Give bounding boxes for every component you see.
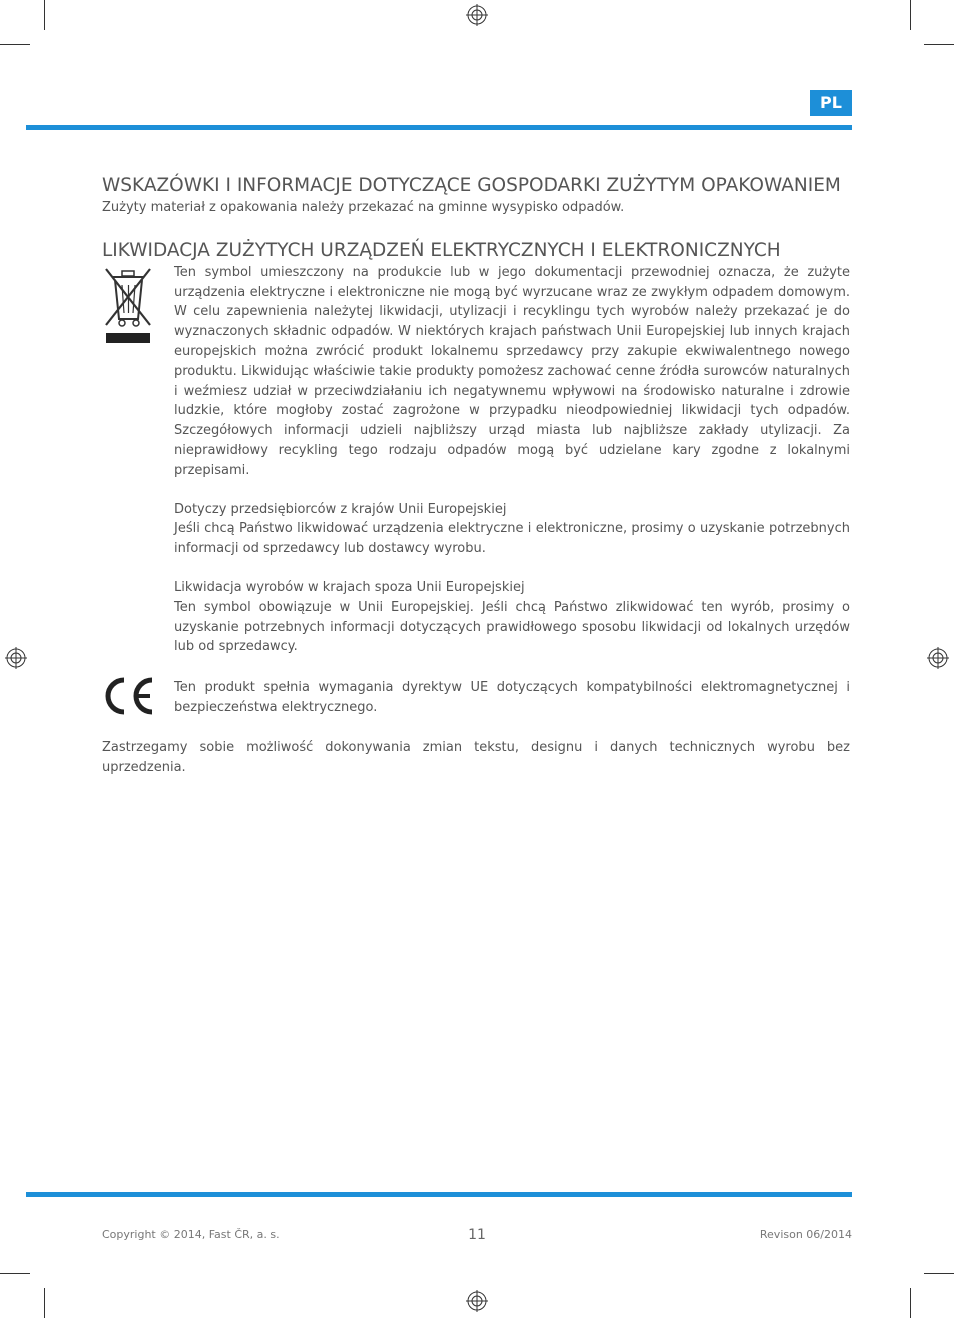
crop-mark: [44, 1288, 45, 1318]
weee-block: [102, 263, 850, 657]
weee-crossed-bin-icon: [102, 263, 154, 345]
non-eu-title: Likwidacja wyrobów w krajach spoza Unii Europejskiej: [174, 579, 525, 595]
registration-mark-icon: [927, 647, 949, 669]
copyright: Copyright © 2014, Fast ČR, a. s.: [102, 1228, 280, 1241]
footer-rule: [26, 1192, 852, 1197]
crop-mark: [910, 1288, 911, 1318]
ce-text: Ten produkt spełnia wymagania dyrektyw UE dotyczących kompatybilności elektromagnetycznej i bezpieczeństwa elektrycznego.: [174, 680, 850, 716]
eu-business-title: Dotyczy przedsiębiorców z krajów Unii Europejskiej: [174, 501, 507, 517]
registration-mark-icon: [466, 4, 488, 26]
crop-mark: [910, 0, 911, 30]
page-number: 11: [468, 1227, 486, 1243]
crop-mark: [44, 0, 45, 30]
ce-mark-icon: [102, 676, 156, 716]
crop-mark: [924, 1273, 954, 1274]
crop-mark: [924, 44, 954, 45]
header-rule: [26, 125, 852, 130]
revision: Revison 06/2014: [759, 1228, 852, 1241]
eu-business-text: Jeśli chcą Państwo likwidować urządzenia elektryczne i elektroniczne, prosimy o uzyskanie potrzebnych informacji od sprzedawcy lub dostawcy wyrobu.: [174, 521, 850, 557]
section-title-weee: LIKWIDACJA ZUŻYTYCH URZĄDZEŃ ELEKTRYCZNYCH I ELEKTRONICZNYCH: [102, 239, 781, 261]
registration-mark-icon: [5, 647, 27, 669]
section-title-packaging: WSKAZÓWKI I INFORMACJE DOTYCZĄCE GOSPODARKI ZUŻYTYM OPAKOWANIEM: [102, 175, 841, 196]
disclaimer: Zastrzegamy sobie możliwość dokonywania zmian tekstu, designu i danych technicznych wyrobu bez uprzedzenia.: [102, 740, 850, 775]
ce-block: [102, 676, 850, 720]
weee-paragraph: Ten symbol umieszczony na produkcie lub w jego dokumentacji przewodniej oznacza, że zużyte urządzenia elektryczne i elektroniczne nie mogą być wyrzucane wraz ze zwykłym odpadem domowym. W celu zapewnienia należytej likwidacji, utylizacji i recyklingu tych wyrobów należy przekazać je do wyznaczonych składnic odpadów. W niektórych krajach państwach Unii Europejskiej lub innych krajach europejskich można zwrócić produkt lokalnemu sprzedawcy przy zakupie ekwiwalentnego nowego produktu. Likwidując właściwie takie produkty pomożesz zachować cenne źródła surowców naturalnych i weźmiesz udział w przeciwdziałaniu ich negatywnemu wpływowi na środowisko naturalne i zdrowie ludzkie, które mogłoby zostać zagrożone w przypadku nieodpowiedniej likwidacji tych odpadów. Szczegółowych informacji udzieli najbliższy urząd miasta lub najbliższe zakłady utylizacji. Za nieprawidłowy recykling tego rodzaju odpadów mogą być udzielane kary zgodne z lokalnymi przepisami.: [174, 264, 850, 478]
registration-mark-icon: [466, 1290, 488, 1312]
non-eu-text: Ten symbol obowiązuje w Unii Europejskiej. Jeśli chcą Państwo zlikwidować ten wyrób, prosimy o uzyskanie potrzebnych informacji dotyczących prawidłowego sposobu likwidacji od lokalnych urzędów lub od sprzedawcy.: [174, 599, 850, 655]
packaging-text: Zużyty materiał z opakowania należy przekazać na gminne wysypisko odpadów.: [102, 200, 625, 215]
crop-mark: [0, 1273, 30, 1274]
crop-mark: [0, 44, 30, 45]
language-tab: PL: [810, 90, 852, 116]
page-content: [102, 174, 850, 778]
